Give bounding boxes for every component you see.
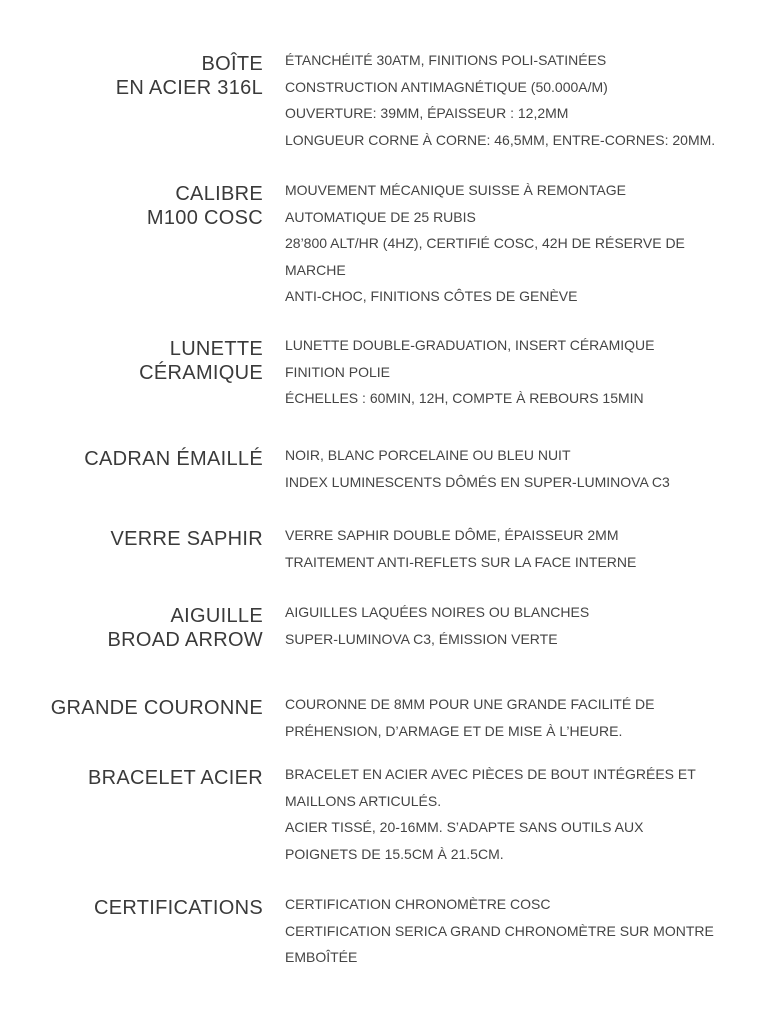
spec-detail-line: ÉTANCHÉITÉ 30ATM, FINITIONS POLI-SATINÉES	[285, 52, 607, 68]
spec-title-line: CADRAN ÉMAILLÉ	[84, 448, 263, 470]
spec-details	[285, 332, 685, 412]
spec-title	[13, 896, 263, 920]
spec-title	[13, 337, 263, 385]
spec-details	[285, 522, 735, 575]
spec-title-line: BROAD ARROW	[107, 629, 263, 651]
spec-detail-line: 28’800 ALT/HR (4HZ), CERTIFIÉ COSC, 42H DE RÉSERVE DE MARCHE	[285, 235, 685, 278]
spec-title	[13, 527, 263, 551]
spec-detail-line: COURONNE DE 8MM POUR UNE GRANDE FACILITÉ DE PRÉHENSION, D’ARMAGE ET DE MISE À L’HEURE.	[285, 696, 655, 739]
spec-title	[13, 604, 263, 652]
spec-title-line: CERTIFICATIONS	[93, 897, 263, 919]
spec-detail-line: AIGUILLES LAQUÉES NOIRES OU BLANCHES	[285, 604, 590, 620]
spec-title	[3, 696, 263, 720]
spec-details	[285, 761, 705, 867]
spec-detail-line: MOUVEMENT MÉCANIQUE SUISSE À REMONTAGE AUTOMATIQUE DE 25 RUBIS	[285, 182, 626, 225]
spec-title	[13, 447, 263, 471]
spec-detail-line: CERTIFICATION CHRONOMÈTRE COSC	[285, 896, 551, 912]
spec-title-line: BRACELET ACIER	[87, 767, 263, 789]
spec-title-line: BOÎTE	[201, 53, 263, 75]
spec-title-line: EN ACIER 316L	[115, 77, 263, 99]
spec-title-line: VERRE SAPHIR	[110, 528, 263, 550]
spec-title-line: LUNETTE	[169, 338, 263, 360]
spec-detail-line: CONSTRUCTION ANTIMAGNÉTIQUE (50.000A/M)	[285, 78, 608, 95]
spec-detail-line: LONGUEUR CORNE À CORNE: 46,5MM, ENTRE-CORNES: 20MM.	[285, 131, 716, 148]
spec-detail-line: LUNETTE DOUBLE-GRADUATION, INSERT CÉRAMIQUE FINITION POLIE	[285, 337, 655, 380]
spec-detail-line: VERRE SAPHIR DOUBLE DÔME, ÉPAISSEUR 2MM	[285, 527, 619, 543]
spec-detail-line: ÉCHELLES : 60MIN, 12H, COMPTE À REBOURS 15MIN	[285, 390, 644, 406]
spec-title	[13, 52, 263, 100]
spec-detail-line: INDEX LUMINESCENTS DÔMÉS EN SUPER-LUMINOVA C3	[285, 473, 670, 490]
spec-details	[285, 47, 735, 153]
spec-detail-line: SUPER-LUMINOVA C3, ÉMISSION VERTE	[285, 630, 558, 647]
spec-title-line: M100 COSC	[146, 207, 263, 229]
spec-title	[13, 182, 263, 230]
spec-details	[285, 599, 735, 652]
spec-title-line: GRANDE COURONNE	[50, 697, 263, 719]
spec-details	[285, 177, 705, 310]
spec-detail-line: NOIR, BLANC PORCELAINE OU BLEU NUIT	[285, 447, 571, 463]
spec-details	[285, 691, 685, 744]
spec-details	[285, 442, 735, 495]
spec-detail-line: CERTIFICATION SERICA GRAND CHRONOMÈTRE SUR MONTRE EMBOÎTÉE	[285, 922, 714, 965]
spec-details	[285, 891, 735, 971]
spec-title-line: CÉRAMIQUE	[139, 362, 263, 384]
spec-title	[13, 766, 263, 790]
spec-detail-line: ANTI-CHOC, FINITIONS CÔTES DE GENÈVE	[285, 288, 578, 304]
spec-detail-line: BRACELET EN ACIER AVEC PIÈCES DE BOUT INTÉGRÉES ET MAILLONS ARTICULÉS.	[285, 766, 696, 809]
spec-title-line: CALIBRE	[175, 183, 263, 205]
spec-detail-line: TRAITEMENT ANTI-REFLETS SUR LA FACE INTERNE	[285, 553, 637, 570]
spec-detail-line: OUVERTURE: 39MM, ÉPAISSEUR : 12,2MM	[285, 105, 569, 121]
spec-detail-line: ACIER TISSÉ, 20-16MM. S’ADAPTE SANS OUTILS AUX POIGNETS DE 15.5CM À 21.5CM.	[285, 819, 644, 862]
spec-title-line: AIGUILLE	[170, 605, 263, 627]
